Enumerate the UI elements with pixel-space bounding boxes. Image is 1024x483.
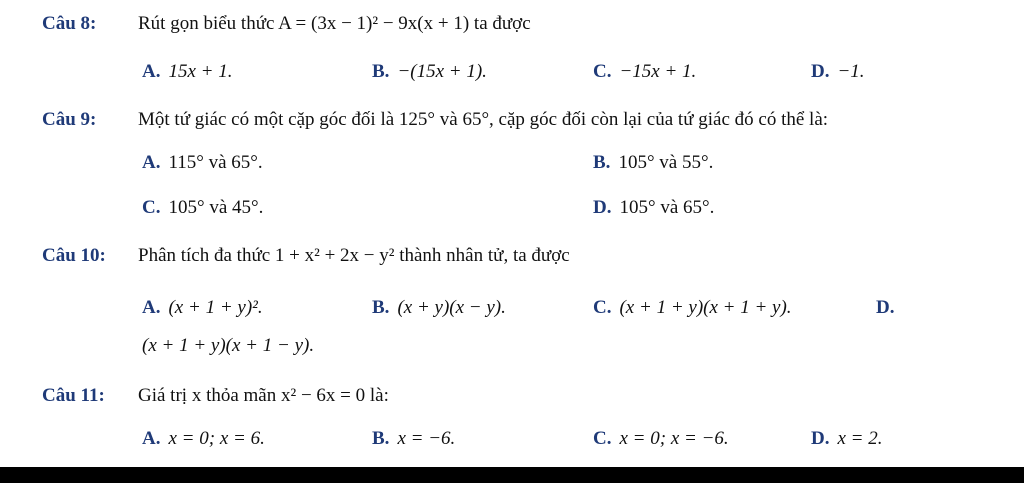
q10-option-c-letter: C. <box>593 297 612 318</box>
q9-option-d <box>593 196 714 220</box>
question-11-text: Giá trị x thỏa mãn x² − 6x = 0 là: <box>138 385 389 406</box>
q8-option-b-text: −(15x + 1). <box>397 61 487 82</box>
q10-option-d-letter: D. <box>876 297 895 318</box>
q9-option-c <box>142 196 263 220</box>
question-9-label: Câu 9: <box>42 109 97 130</box>
q9-option-c-text: 105° và 45°. <box>168 197 264 218</box>
q9-option-d-letter: D. <box>593 197 612 218</box>
q10-option-b <box>372 296 506 320</box>
q11-option-b-text: x = −6. <box>397 428 456 449</box>
q9-option-a-letter: A. <box>142 152 161 173</box>
q10-option-c-text: (x + 1 + y)(x + 1 + y). <box>619 297 792 318</box>
q8-option-a-letter: A. <box>142 61 161 82</box>
q8-option-b-letter: B. <box>372 61 390 82</box>
q10-option-a <box>142 296 263 320</box>
question-9-text: Một tứ giác có một cặp góc đối là 125° và 65°, cặp góc đối còn lại của tứ giác đó có thể là: <box>138 109 829 130</box>
q11-option-a <box>142 427 265 451</box>
question-10-text: Phân tích đa thức 1 + x² + 2x − y² thành nhân tử, ta được <box>138 245 570 266</box>
q10-option-a-text: (x + 1 + y)². <box>168 297 263 318</box>
q8-option-d-text: −1. <box>837 61 865 82</box>
q10-option-b-letter: B. <box>372 297 390 318</box>
q9-option-d-text: 105° và 65°. <box>619 197 715 218</box>
q10-option-a-letter: A. <box>142 297 161 318</box>
q8-option-d <box>811 60 865 84</box>
q11-option-a-letter: A. <box>142 428 161 449</box>
q11-option-d-letter: D. <box>811 428 830 449</box>
q9-option-b-text: 105° và 55°. <box>618 152 714 173</box>
q11-option-c-letter: C. <box>593 428 612 449</box>
q8-option-a-text: 15x + 1. <box>168 61 233 82</box>
question-8-text: Rút gọn biểu thức A = (3x − 1)² − 9x(x + 1) ta được <box>138 13 531 34</box>
q11-option-c <box>593 427 729 451</box>
q8-option-b <box>372 60 487 84</box>
q8-option-d-letter: D. <box>811 61 830 82</box>
q9-option-a <box>142 151 263 175</box>
q9-option-b-letter: B. <box>593 152 611 173</box>
q8-option-c-letter: C. <box>593 61 612 82</box>
q11-option-b <box>372 427 455 451</box>
bottom-black-bar <box>0 467 1024 483</box>
q11-option-c-text: x = 0; x = −6. <box>619 428 729 449</box>
question-8-label: Câu 8: <box>42 13 97 34</box>
q11-option-d-text: x = 2. <box>837 428 883 449</box>
q9-option-c-letter: C. <box>142 197 161 218</box>
q9-option-b <box>593 151 713 175</box>
q11-option-b-letter: B. <box>372 428 390 449</box>
q10-option-d-continuation: (x + 1 + y)(x + 1 − y). <box>142 335 315 356</box>
q11-option-a-text: x = 0; x = 6. <box>168 428 265 449</box>
q10-option-d <box>876 296 902 320</box>
q11-option-d <box>811 427 883 451</box>
q8-option-c-text: −15x + 1. <box>619 61 697 82</box>
question-10-label: Câu 10: <box>42 245 106 266</box>
q8-option-c <box>593 60 696 84</box>
q10-option-b-text: (x + y)(x − y). <box>397 297 506 318</box>
q9-option-a-text: 115° và 65°. <box>168 152 263 173</box>
q8-option-a <box>142 60 233 84</box>
question-11-label: Câu 11: <box>42 385 105 406</box>
q10-option-c <box>593 296 792 320</box>
